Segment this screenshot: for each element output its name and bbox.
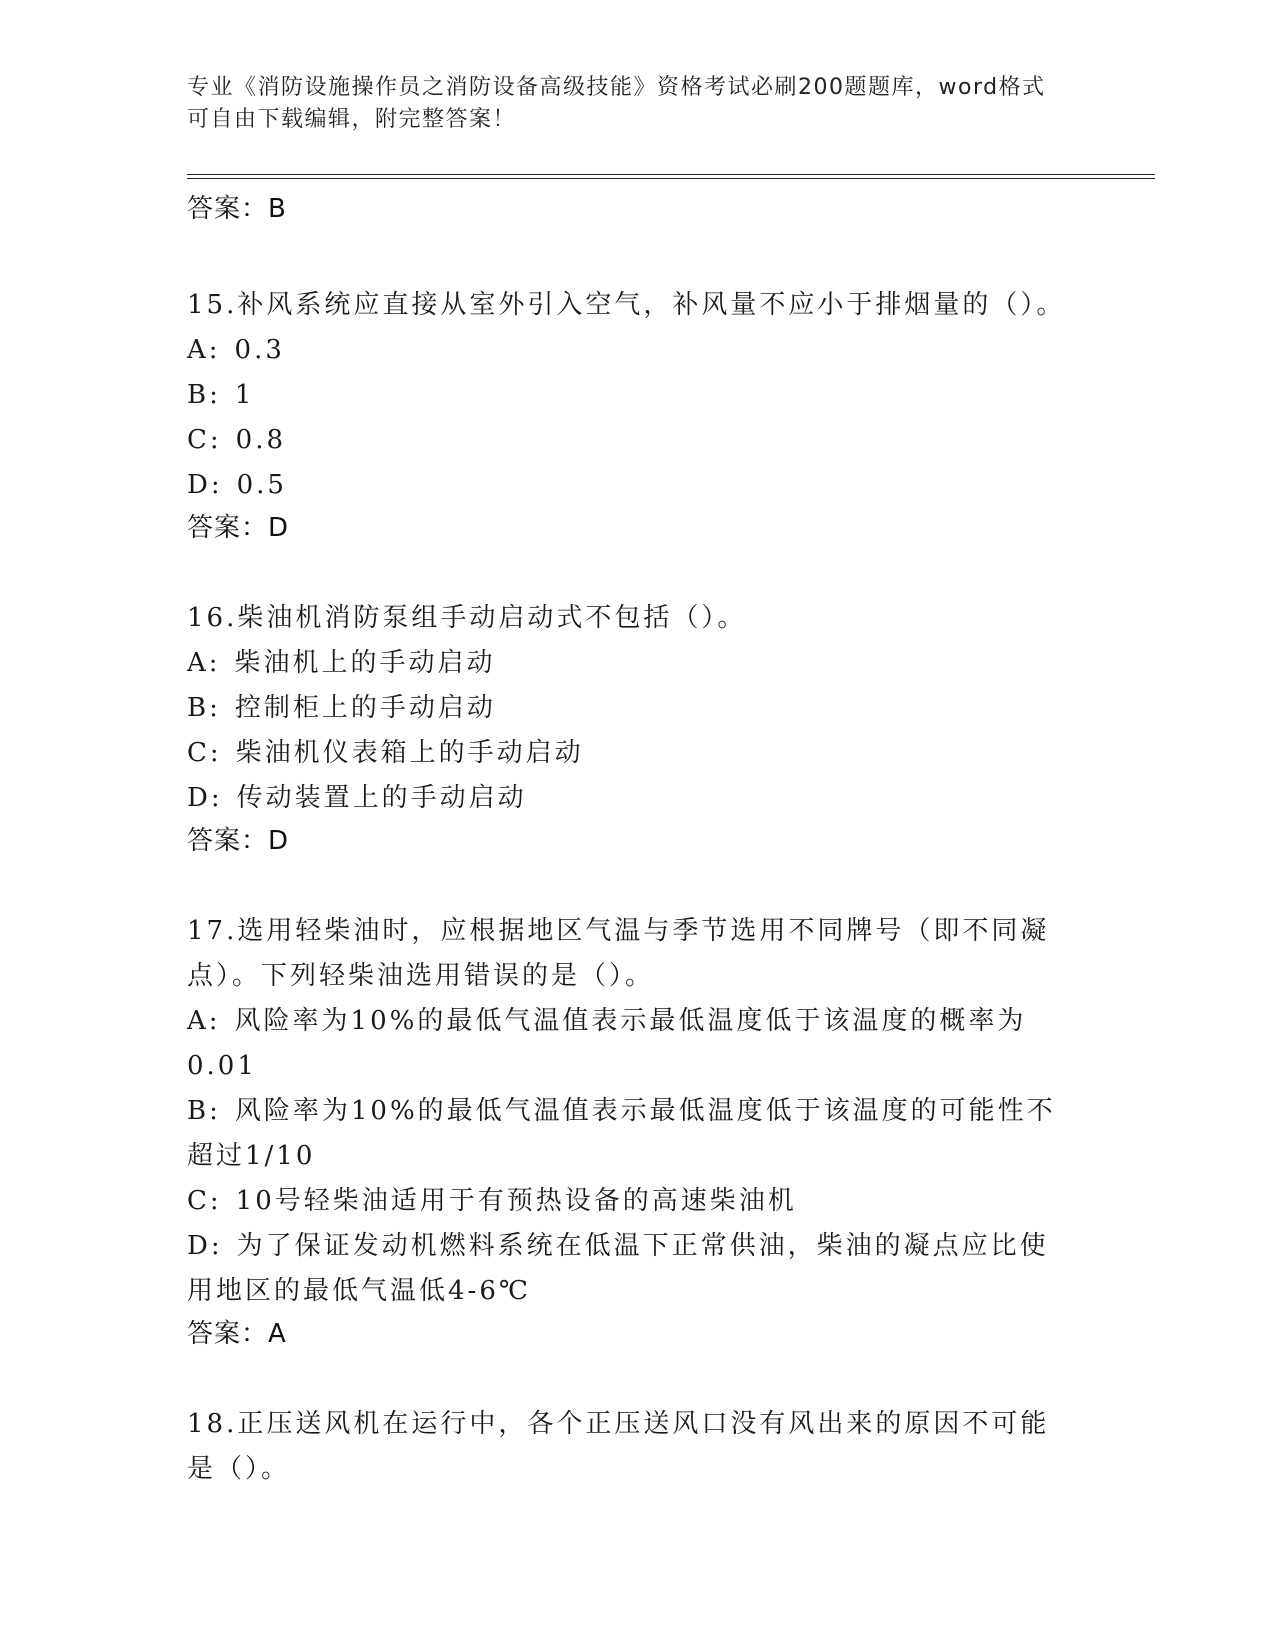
option-text: 为了保证发动机燃料系统在低温下正常供油，柴油的凝点应比使用地区的最低气温低4-6℃: [187, 1231, 1049, 1306]
option-text: 柴油机上的手动启动: [234, 648, 496, 678]
answer-label: 答案：: [187, 1319, 269, 1349]
option-text: 风险率为10%的最低气温值表示最低温度低于该温度的可能性不超过1/10: [187, 1096, 1056, 1171]
option-key: A:: [187, 648, 221, 678]
answer-value: D: [268, 513, 290, 543]
option-text: 10号轻柴油适用于有预热设备的高速柴油机: [235, 1186, 797, 1216]
option-key: C:: [187, 1186, 222, 1216]
option-text: 风险率为10%的最低气温值表示最低温度低于该温度的概率为0.01: [187, 1006, 1027, 1081]
option-key: A:: [187, 1006, 221, 1036]
previous-answer: [187, 189, 1155, 229]
option-c: [187, 731, 1077, 776]
question-15: [187, 283, 1155, 548]
question-answer: [187, 508, 1155, 548]
question-18: [187, 1402, 1155, 1492]
question-stem: 15.补风系统应直接从室外引入空气，补风量不应小于排烟量的（）。: [187, 290, 1066, 320]
header-divider: [187, 174, 1155, 179]
option-text: 0.3: [234, 335, 285, 365]
document-page: [187, 72, 1155, 1492]
question-answer: [187, 1314, 1155, 1354]
answer-value: D: [268, 826, 290, 856]
option-d: [187, 463, 1077, 508]
question-16: [187, 596, 1155, 861]
option-text: 柴油机仪表箱上的手动启动: [235, 738, 584, 768]
option-text: 传动装置上的手动启动: [236, 783, 527, 813]
option-b: [187, 373, 1077, 418]
option-key: B:: [187, 380, 221, 410]
option-key: D:: [187, 470, 223, 500]
question-17: [187, 909, 1155, 1354]
option-d: [187, 776, 1077, 821]
question-answer: [187, 821, 1155, 861]
option-b: [187, 686, 1077, 731]
option-key: B:: [187, 1096, 221, 1126]
question-stem: 18.正压送风机在运行中，各个正压送风口没有风出来的原因不可能是（）。: [187, 1409, 1050, 1484]
answer-label: 答案：: [187, 826, 269, 856]
option-text: 1: [234, 380, 255, 410]
option-b: [187, 1089, 1077, 1179]
option-d: [187, 1224, 1077, 1314]
option-a: [187, 328, 1077, 373]
option-key: C:: [187, 425, 222, 455]
option-a: [187, 999, 1077, 1089]
option-key: C:: [187, 738, 222, 768]
answer-value: A: [268, 1319, 287, 1349]
question-stem: 17.选用轻柴油时，应根据地区气温与季节选用不同牌号（即不同凝点）。下列轻柴油选用错误的是（）。: [187, 916, 1050, 991]
answer-value: B: [268, 194, 287, 224]
question-stem: 16.柴油机消防泵组手动启动式不包括（）。: [187, 603, 747, 633]
option-text: 控制柜上的手动启动: [234, 693, 496, 723]
option-text: 0.8: [235, 425, 287, 455]
answer-label: 答案：: [187, 513, 269, 543]
option-key: A:: [187, 335, 221, 365]
option-c: [187, 418, 1077, 463]
option-a: [187, 641, 1077, 686]
option-key: B:: [187, 693, 221, 723]
option-text: 0.5: [236, 470, 287, 500]
document-header: 专业《消防设施操作员之消防设备高级技能》资格考试必刷200题题库，word格式可自由下载编辑，附完整答案！: [187, 75, 1046, 132]
option-c: [187, 1179, 1077, 1224]
answer-label: 答案：: [187, 194, 269, 224]
option-key: D:: [187, 783, 223, 813]
option-key: D:: [187, 1231, 223, 1261]
